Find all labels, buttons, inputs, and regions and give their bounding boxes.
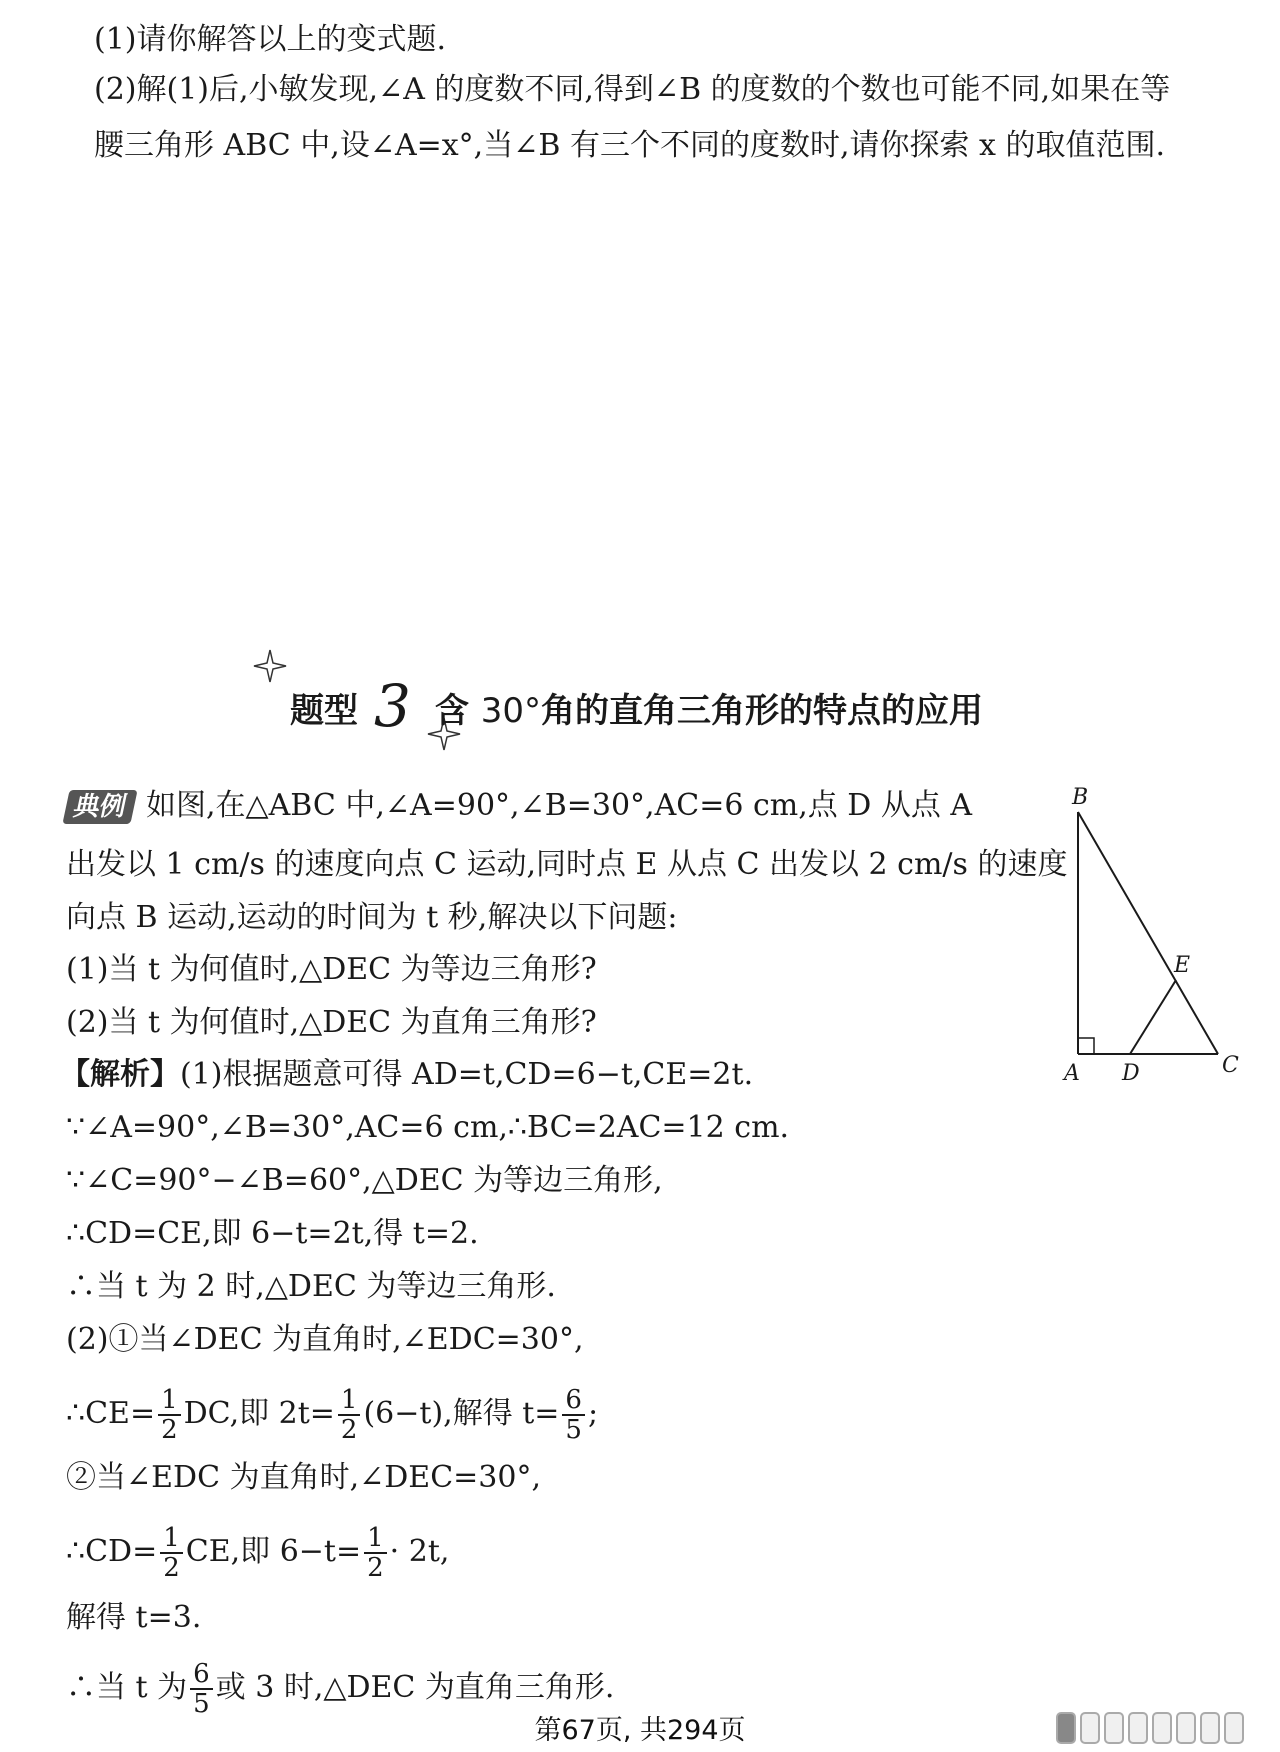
solution-9b: CE,即 6−t= <box>185 1534 362 1569</box>
question-part-2-line-1: (2)解(1)后,小敏发现,∠A 的度数不同,得到∠B 的度数的个数也可能不同,如果在等 <box>94 72 1171 107</box>
right-angle-mark <box>1078 1038 1094 1054</box>
solution-label: 【解析】 <box>60 1057 180 1092</box>
scroll-segment[interactable] <box>1152 1712 1172 1744</box>
label-d: D <box>1122 1061 1140 1086</box>
label-c: C <box>1222 1053 1239 1078</box>
section-title-a: 含 <box>434 691 469 731</box>
example-badge: 典例 <box>62 790 137 824</box>
scroll-segment[interactable] <box>1128 1712 1148 1744</box>
fraction-denominator: 2 <box>367 1553 384 1583</box>
label-e: E <box>1174 953 1191 978</box>
solution-7d: ; <box>587 1396 599 1431</box>
example-line-2: 出发以 1 cm/s 的速度向点 C 运动,同时点 E 从点 C 出发以 2 cm/s 的速度 <box>66 847 1068 882</box>
fraction-numerator: 6 <box>190 1660 213 1690</box>
fraction-numerator: 1 <box>338 1386 361 1416</box>
fraction-denominator: 5 <box>565 1415 582 1445</box>
segment-de <box>1130 980 1176 1054</box>
example-text-1: 如图,在△ABC 中,∠A=90°,∠B=30°,AC=6 cm,点 D 从点 A <box>146 788 973 823</box>
solution-line-10: 解得 t=3. <box>66 1600 202 1635</box>
solution-7b: DC,即 2t= <box>183 1396 335 1431</box>
triangle-figure <box>1050 780 1250 1090</box>
fraction-six-fifths <box>562 1386 585 1444</box>
fraction-numerator: 1 <box>160 1524 183 1554</box>
example-line-1 <box>66 786 972 826</box>
fraction-denominator: 5 <box>193 1689 210 1719</box>
solution-9a: ∴CD= <box>66 1534 158 1569</box>
solution-line-4: ∴CD=CE,即 6−t=2t,得 t=2. <box>66 1216 479 1251</box>
example-question-1: (1)当 t 为何值时,△DEC 为等边三角形? <box>66 952 597 987</box>
solution-7c: (6−t),解得 t= <box>363 1396 560 1431</box>
scroll-segment[interactable] <box>1104 1712 1124 1744</box>
solution-line-3: ∵∠C=90°−∠B=60°,△DEC 为等边三角形, <box>66 1163 663 1198</box>
solution-11a: ∴当 t 为 <box>66 1670 188 1705</box>
section-heading <box>290 672 983 740</box>
label-a: A <box>1064 1061 1080 1086</box>
fraction-numerator: 6 <box>562 1386 585 1416</box>
solution-line-9 <box>66 1524 449 1582</box>
section-number: 3 <box>374 672 411 740</box>
solution-line-6: (2)①当∠DEC 为直角时,∠EDC=30°, <box>66 1322 584 1357</box>
scroll-segment[interactable] <box>1224 1712 1244 1744</box>
question-part-1: (1)请你解答以上的变式题. <box>94 22 447 57</box>
sparkle-icon <box>252 648 288 684</box>
fraction-half <box>338 1386 361 1444</box>
fraction-denominator: 2 <box>163 1553 180 1583</box>
fraction-denominator: 2 <box>340 1415 358 1445</box>
side-bc <box>1078 812 1218 1054</box>
section-title-b: 30° <box>480 691 542 731</box>
fraction-half <box>160 1524 183 1582</box>
solution-9c: · 2t, <box>389 1534 450 1569</box>
example-question-2: (2)当 t 为何值时,△DEC 为直角三角形? <box>66 1005 597 1040</box>
scroll-segment[interactable] <box>1176 1712 1196 1744</box>
fraction-numerator: 1 <box>364 1524 387 1554</box>
scroll-segment[interactable] <box>1200 1712 1220 1744</box>
solution-line-8: ②当∠EDC 为直角时,∠DEC=30°, <box>66 1460 542 1495</box>
fraction-denominator: 2 <box>161 1415 178 1445</box>
fraction-numerator: 1 <box>158 1386 181 1416</box>
label-b: B <box>1072 785 1089 810</box>
page-scroll-indicator[interactable] <box>1056 1712 1244 1744</box>
fraction-half <box>364 1524 387 1582</box>
solution-line-5: ∴当 t 为 2 时,△DEC 为等边三角形. <box>66 1269 556 1304</box>
solution-line-7 <box>66 1386 598 1444</box>
solution-7a: ∴CE= <box>66 1396 156 1431</box>
example-line-3: 向点 B 运动,运动的时间为 t 秒,解决以下问题: <box>66 900 678 935</box>
section-title-c: 角的直角三角形的特点的应用 <box>541 691 984 731</box>
question-part-2-line-2: 腰三角形 ABC 中,设∠A=x°,当∠B 有三个不同的度数时,请你探索 x 的取值范围. <box>94 128 1166 163</box>
page-indicator: 第67页, 共294页 <box>534 1715 746 1746</box>
solution-text-1: (1)根据题意可得 AD=t,CD=6−t,CE=2t. <box>180 1057 754 1092</box>
section-prefix: 题型 <box>290 691 358 731</box>
scroll-segment[interactable] <box>1056 1712 1076 1744</box>
fraction-half <box>158 1386 181 1444</box>
solution-line-2: ∵∠A=90°,∠B=30°,AC=6 cm,∴BC=2AC=12 cm. <box>66 1110 790 1145</box>
scroll-segment[interactable] <box>1080 1712 1100 1744</box>
solution-11b: 或 3 时,△DEC 为直角三角形. <box>215 1670 615 1705</box>
solution-line-1 <box>60 1055 753 1095</box>
